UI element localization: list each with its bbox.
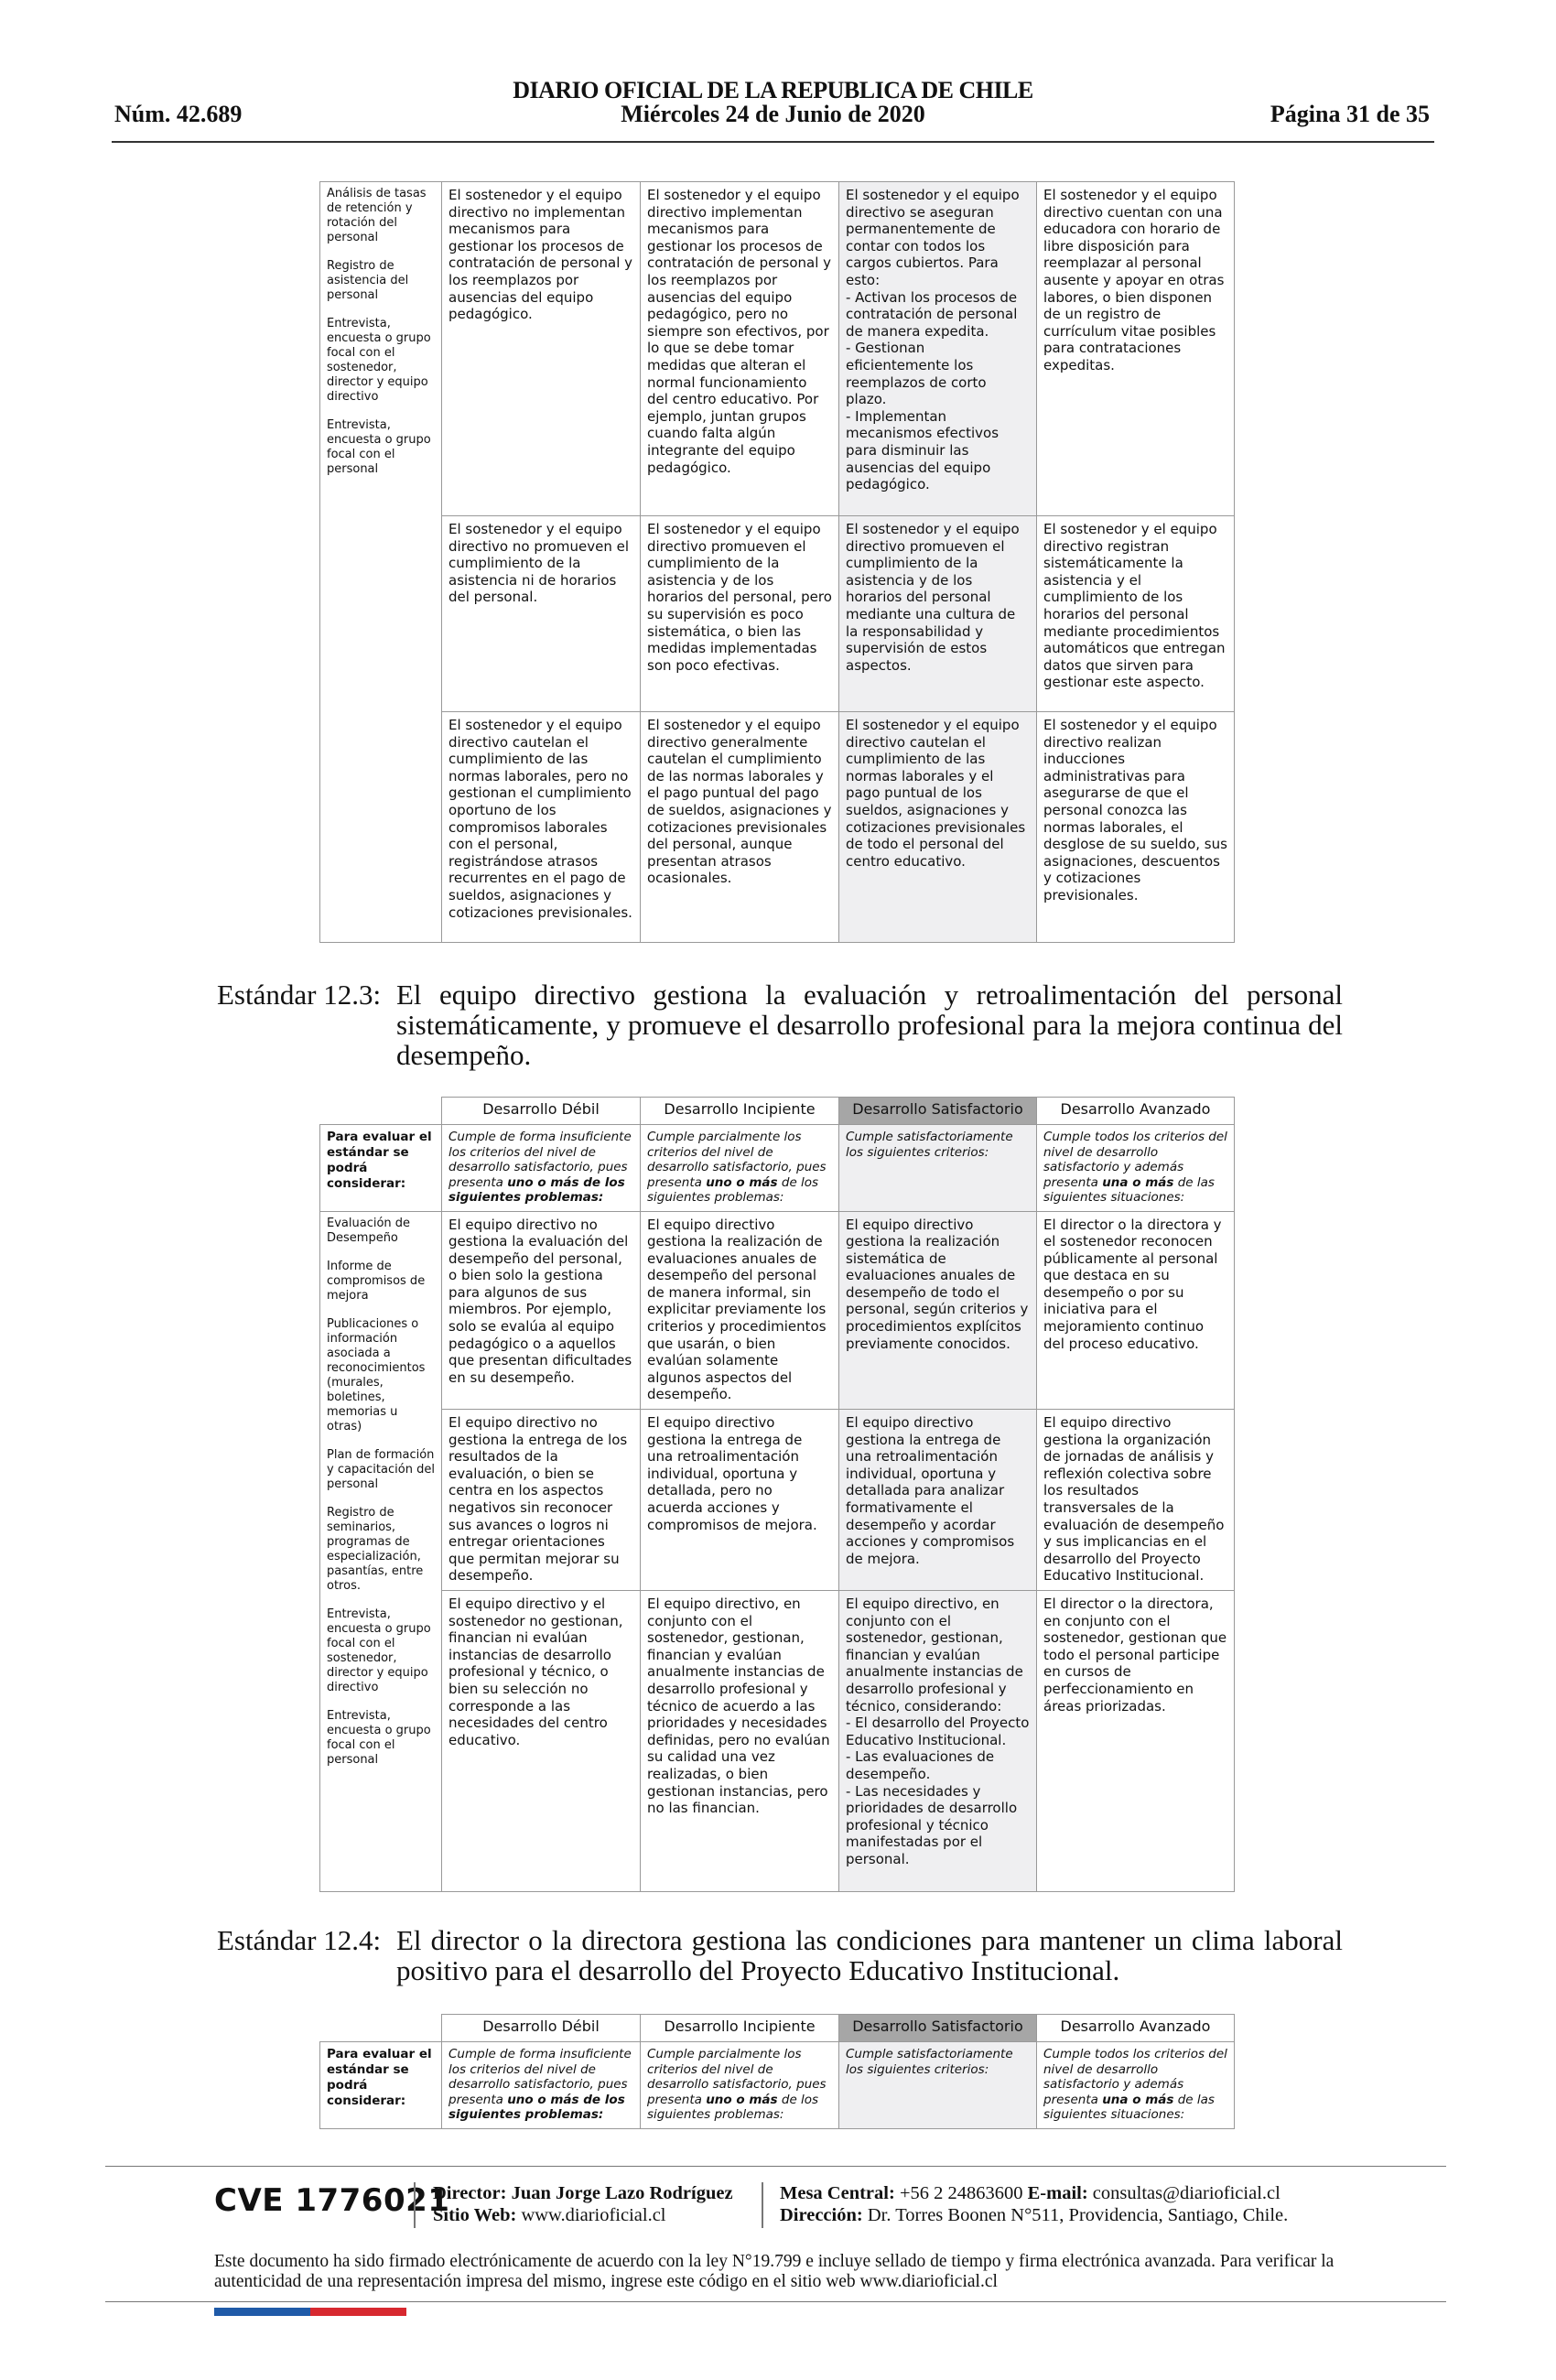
email-label: E-mail: — [1027, 2183, 1088, 2203]
website-link[interactable]: www.diarioficial.cl — [521, 2205, 666, 2225]
criteria-row — [320, 1125, 1235, 1212]
page-header — [112, 77, 1434, 141]
cell-avanzado: El director o la directora y el sostenedor reconocen públicamente al personal que destaca en su desempeño o por su iniciativa para el mejoramiento continuo del proceso educativo. — [1037, 1211, 1235, 1410]
criteria-avanzado: Cumple todos los criterios del nivel de desarrollo satisfactorio y además presenta una o más de las siguientes situaciones: — [1037, 1125, 1235, 1212]
cell-debil: El sostenedor y el equipo directivo no implementan mecanismos para gestionar los procesos de contratación de personal y los reemplazos por ausencias del equipo pedagógico. — [442, 182, 641, 516]
criteria-satisfactorio: Cumple satisfactoriamente los siguientes criterios: — [839, 1125, 1037, 1212]
header-avanzado: Desarrollo Avanzado — [1037, 2015, 1235, 2042]
criteria-incipiente: Cumple parcialmente los criterios del nivel de desarrollo satisfactorio, pues presenta uno o más de los siguientes problemas: — [641, 2042, 839, 2129]
cell-avanzado: El sostenedor y el equipo directivo cuentan con una educadora con horario de libre disposición para reemplazar al personal ausente y apoyar en otras labores, o bien disponen de un registro de currículum vitae posibles para contrataciones expeditas. — [1037, 182, 1235, 516]
table-header-row — [320, 1098, 1235, 1125]
evidence-item: Entrevista, encuesta o grupo focal con el sostenedor, director y equipo directivo — [327, 1606, 431, 1694]
footer-divider — [414, 2182, 416, 2228]
cell-satisfactorio: El sostenedor y el equipo directivo cautelan el cumplimiento de las normas laborales y el pago puntual de los sueldos, asignaciones y cotizaciones previsionales de todo el personal del centro educativo. — [839, 712, 1037, 943]
evidence-item: Entrevista, encuesta o grupo focal con el personal — [327, 418, 431, 476]
page-number: Página 31 de 35 — [1270, 101, 1430, 127]
standard-text: El equipo directivo gestiona la evaluación y retroalimentación del personal sistemáticamente, y promueve el desarrollo profesional para la mejora continua del desempeño. — [396, 979, 1343, 1071]
table-row — [320, 712, 1235, 943]
director-label: Director: — [433, 2183, 507, 2203]
header-empty-cell — [320, 2015, 442, 2042]
director-name: Juan Jorge Lazo Rodríguez — [511, 2183, 733, 2203]
phone-number: +56 2 24863600 — [899, 2183, 1023, 2203]
standard-code: Estándar 12.4: — [217, 1924, 382, 1956]
cell-satisfactorio: El equipo directivo, en conjunto con el sostenedor, gestionan, financian y evalúan anualmente instancias de desarrollo profesional y técnico, considerando: - El desarrollo del Proyecto Educativo Institucional. - Las evaluaciones de desempeño. - Las necesidades y prioridades de desarrollo profesional y técnico manifestadas por el personal. — [839, 1590, 1037, 1891]
evidence-item: Entrevista, encuesta o grupo focal con el personal — [327, 1708, 431, 1767]
footer-director-block — [433, 2182, 733, 2226]
evidence-item: Registro de asistencia del personal — [327, 259, 409, 302]
header-empty-cell — [320, 1098, 442, 1125]
flag-red-segment — [310, 2308, 406, 2316]
header-satisfactorio: Desarrollo Satisfactorio — [839, 2015, 1037, 2042]
footer-divider — [762, 2182, 763, 2228]
cell-incipiente: El sostenedor y el equipo directivo promueven el cumplimiento de la asistencia y de los horarios del personal, pero su supervisión es poco sistemática, o bien las medidas implementadas son poco efectivas. — [641, 516, 839, 712]
standard-text: El director o la directora gestiona las condiciones para mantener un clima laboral positivo para el desarrollo del Proyecto Educativo Institucional. — [396, 1924, 1343, 1986]
evidence-item: Registro de seminarios, programas de especialización, pasantías, entre otros. — [327, 1505, 424, 1593]
cell-satisfactorio: El equipo directivo gestiona la realización sistemática de evaluaciones anuales de desempeño de todo el personal, según criterios y procedimientos explícitos previamente conocidos. — [839, 1211, 1037, 1410]
criteria-debil: Cumple de forma insuficiente los criterios del nivel de desarrollo satisfactorio, pues presenta uno o más de los siguientes problemas: — [442, 2042, 641, 2129]
cell-satisfactorio: El sostenedor y el equipo directivo promueven el cumplimiento de la asistencia y de los horarios del personal mediante una cultura de la responsabilidad y supervisión de estos aspectos. — [839, 516, 1037, 712]
evidence-item: Entrevista, encuesta o grupo focal con el sostenedor, director y equipo directivo — [327, 317, 431, 404]
address-label: Dirección: — [780, 2205, 863, 2225]
standard-12-3-table — [319, 1097, 1235, 1892]
criteria-avanzado: Cumple todos los criterios del nivel de desarrollo satisfactorio y además presenta una o más de las siguientes situaciones: — [1037, 2042, 1235, 2129]
evidence-item: Publicaciones o información asociada a reconocimientos (murales, boletines, memorias u otras) — [327, 1316, 426, 1433]
cell-incipiente: El equipo directivo, en conjunto con el sostenedor, gestionan, financian y evalúan anualmente instancias de desarrollo profesional y técnico de acuerdo a las prioridades y necesidades definidas, pero no evalúan su calidad una vez realizadas, o bien gestionan instancias, pero no las financian. — [641, 1590, 839, 1891]
header-satisfactorio: Desarrollo Satisfactorio — [839, 1098, 1037, 1125]
cell-debil: El sostenedor y el equipo directivo cautelan el cumplimiento de las normas laborales, pero no gestionan el cumplimiento oportuno de los compromisos laborales con el personal, registrándose atrasos recurrentes en el pago de sueldos, asignaciones y cotizaciones previsionales. — [442, 712, 641, 943]
header-debil: Desarrollo Débil — [442, 1098, 641, 1125]
cell-incipiente: El equipo directivo gestiona la entrega de una retroalimentación individual, oportuna y detallada, pero no acuerda acciones y compromisos de mejora. — [641, 1410, 839, 1591]
issue-number: Núm. 42.689 — [114, 101, 243, 127]
standard-12-4-table — [319, 2014, 1235, 2129]
address: Dr. Torres Boonen N°511, Providencia, Santiago, Chile. — [867, 2205, 1289, 2225]
newspaper-title: DIARIO OFICIAL DE LA REPUBLICA DE CHILE — [513, 77, 1033, 103]
standard-12-3 — [217, 979, 1343, 1080]
standard-code: Estándar 12.3: — [217, 979, 382, 1011]
footer-contact-block — [780, 2182, 1288, 2226]
table-row — [320, 1211, 1235, 1410]
flag-stripe — [214, 2308, 406, 2316]
cell-satisfactorio: El equipo directivo gestiona la entrega de una retroalimentación individual, oportuna y detallada para analizar formativamente el desempeño y acordar acciones y compromisos de mejora. — [839, 1410, 1037, 1591]
criteria-label-cell — [320, 1125, 442, 1212]
criteria-label: Para evaluar el estándar se podrá considerar: — [327, 2047, 432, 2108]
phone-label: Mesa Central: — [780, 2183, 895, 2203]
footer-rule-top — [105, 2166, 1446, 2167]
legal-notice: Este documento ha sido firmado electrónicamente de acuerdo con la ley N°19.799 e incluye sellado de tiempo y firma electrónica avanzada. Para verificar la autenticidad de una representación impresa del mismo, ingrese este código en el sitio web www.diarioficial.cl — [214, 2252, 1334, 2291]
evidence-item: Análisis de tasas de retención y rotación del personal — [327, 187, 427, 244]
criteria-satisfactorio: Cumple satisfactoriamente los siguientes criterios: — [839, 2042, 1037, 2129]
cell-incipiente: El sostenedor y el equipo directivo generalmente cautelan el cumplimiento de las normas laborales y el pago puntual del pago de sueldos, asignaciones y cotizaciones previsionales del personal, aunque presentan atrasos ocasionales. — [641, 712, 839, 943]
cell-incipiente: El sostenedor y el equipo directivo implementan mecanismos para gestionar los procesos de contratación de personal y los reemplazos por ausencias del equipo pedagógico, pero no siempre son efectivos, por lo que se debe tomar medidas que alteran el normal funcionamiento del centro educativo. Por ejemplo, juntan grupos cuando falta algún integrante del equipo pedagógico. — [641, 182, 839, 516]
evidence-item: Evaluación de Desempeño — [327, 1216, 411, 1245]
cell-debil: El equipo directivo no gestiona la evaluación del desempeño del personal, o bien solo la gestiona para algunos de sus miembros. Por ejemplo, solo se evalúa al equipo pedagógico o a aquellos que presentan dificultades en su desempeño. — [442, 1211, 641, 1410]
header-avanzado: Desarrollo Avanzado — [1037, 1098, 1235, 1125]
standard-12-2-table — [319, 181, 1235, 943]
criteria-label-cell — [320, 2042, 442, 2129]
table-row — [320, 1410, 1235, 1591]
header-incipiente: Desarrollo Incipiente — [641, 1098, 839, 1125]
cell-avanzado: El equipo directivo gestiona la organización de jornadas de análisis y reflexión colectiva sobre los resultados transversales de la evaluación de desempeño y sus implicancias en el desarrollo del Proyecto Educativo Institucional. — [1037, 1410, 1235, 1591]
evidence-cell — [320, 1211, 442, 1891]
header-incipiente: Desarrollo Incipiente — [641, 2015, 839, 2042]
email-link[interactable]: consultas@diarioficial.cl — [1092, 2183, 1280, 2203]
table-row — [320, 182, 1235, 516]
cell-satisfactorio: El sostenedor y el equipo directivo se aseguran permanentemente de contar con todos los cargos cubiertos. Para esto: - Activan los procesos de contratación de personal de manera expedita. - Gestionan eficientemente los reemplazos de corto plazo. - Implementan mecanismos efectivos para disminuir las ausencias del equipo pedagógico. — [839, 182, 1037, 516]
issue-date: Miércoles 24 de Junio de 2020 — [621, 101, 925, 127]
criteria-row — [320, 2042, 1235, 2129]
cell-debil: El equipo directivo no gestiona la entrega de los resultados de la evaluación, o bien se centra en los aspectos negativos sin reconocer sus avances o logros ni entregar orientaciones que permitan mejorar su desempeño. — [442, 1410, 641, 1591]
cell-avanzado: El sostenedor y el equipo directivo registran sistemáticamente la asistencia y el cumplimiento de los horarios del personal mediante procedimientos automáticos que entregan datos que sirven para gestionar este aspecto. — [1037, 516, 1235, 712]
table-header-row — [320, 2015, 1235, 2042]
criteria-label: Para evaluar el estándar se podrá considerar: — [327, 1130, 432, 1191]
cell-avanzado: El sostenedor y el equipo directivo realizan inducciones administrativas para asegurarse de que el personal conozca las normas laborales, el desglose de su sueldo, sus asignaciones, descuentos y cotizaciones previsionales. — [1037, 712, 1235, 943]
standard-12-4 — [217, 1925, 1343, 1989]
cell-avanzado: El director o la directora, en conjunto con el sostenedor, gestionan que todo el personal participe en cursos de perfeccionamiento en áreas priorizadas. — [1037, 1590, 1235, 1891]
cell-debil: El equipo directivo y el sostenedor no gestionan, financian ni evalúan instancias de desarrollo profesional y técnico, o bien su selección no corresponde a las necesidades del centro educativo. — [442, 1590, 641, 1891]
criteria-incipiente: Cumple parcialmente los criterios del nivel de desarrollo satisfactorio, pues presenta uno o más de los siguientes problemas: — [641, 1125, 839, 1212]
website-label: Sitio Web: — [433, 2205, 517, 2225]
cell-incipiente: El equipo directivo gestiona la realización de evaluaciones anuales de desempeño del personal de manera informal, sin explicitar previamente los criterios y procedimientos que usarán, o bien evalúan solamente algunos aspectos del desempeño. — [641, 1211, 839, 1410]
evidence-item: Plan de formación y capacitación del personal — [327, 1447, 435, 1491]
evidence-cell — [320, 182, 442, 943]
footer-rule-bottom — [105, 2301, 1446, 2302]
criteria-debil: Cumple de forma insuficiente los criterios del nivel de desarrollo satisfactorio, pues presenta uno o más de los siguientes problemas: — [442, 1125, 641, 1212]
flag-blue-segment — [214, 2308, 310, 2316]
table-row — [320, 516, 1235, 712]
table-row — [320, 1590, 1235, 1891]
cve-code: CVE 1776021 — [214, 2182, 450, 2219]
cell-debil: El sostenedor y el equipo directivo no promueven el cumplimiento de la asistencia ni de horarios del personal. — [442, 516, 641, 712]
evidence-item: Informe de compromisos de mejora — [327, 1259, 426, 1303]
header-rule — [112, 141, 1434, 143]
header-debil: Desarrollo Débil — [442, 2015, 641, 2042]
